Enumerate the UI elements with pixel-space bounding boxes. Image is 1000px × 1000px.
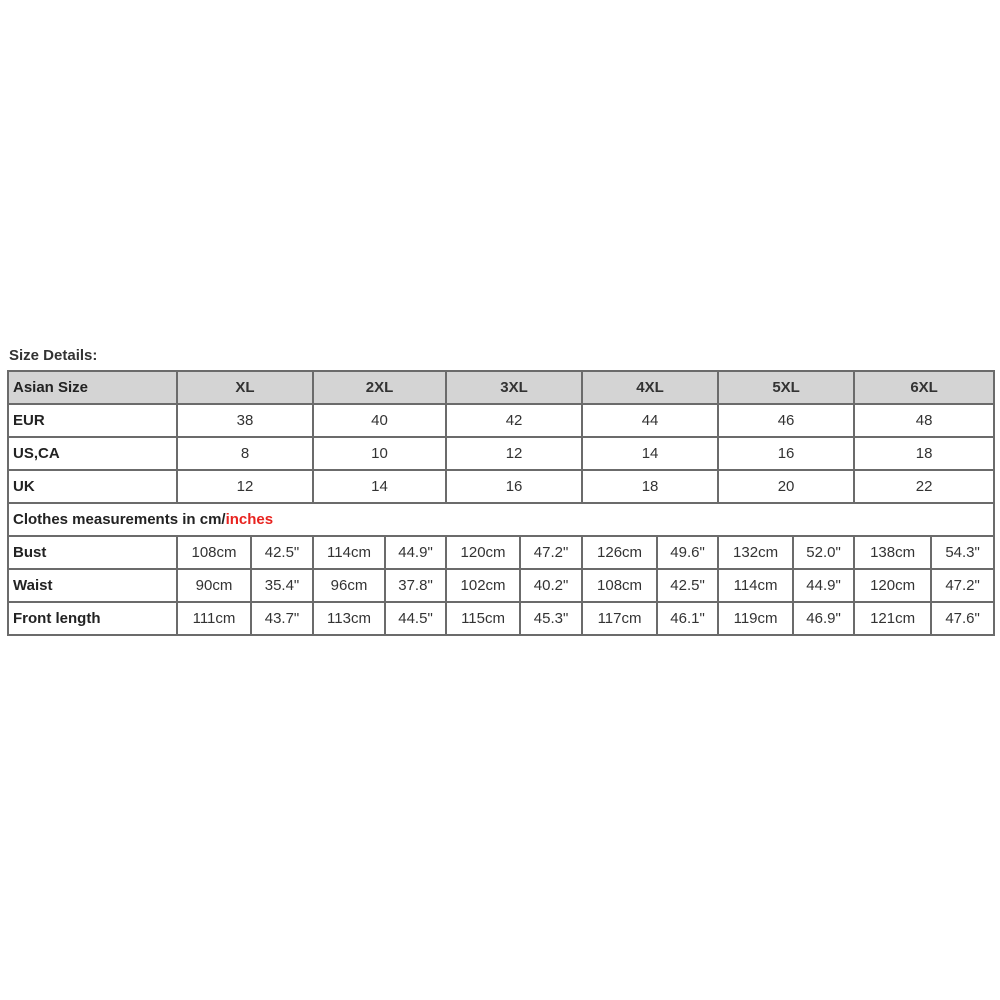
size-header-2xl: 2XL — [313, 371, 446, 404]
cm-cell: 114cm — [313, 536, 385, 569]
table-cell: 40 — [313, 404, 446, 437]
inch-cell: 44.9" — [385, 536, 446, 569]
inch-cell: 43.7" — [251, 602, 313, 635]
row-label: EUR — [8, 404, 177, 437]
table-cell: 10 — [313, 437, 446, 470]
size-header-xl: XL — [177, 371, 313, 404]
measurement-row — [8, 536, 994, 569]
cm-cell: 120cm — [854, 569, 931, 602]
inch-cell: 42.5" — [657, 569, 718, 602]
cm-cell: 90cm — [177, 569, 251, 602]
inch-cell: 44.5" — [385, 602, 446, 635]
inch-cell: 42.5" — [251, 536, 313, 569]
cm-cell: 132cm — [718, 536, 793, 569]
table-cell: 18 — [582, 470, 718, 503]
inch-cell: 40.2" — [520, 569, 582, 602]
section-row — [8, 503, 994, 536]
cm-cell: 138cm — [854, 536, 931, 569]
inch-cell: 46.9" — [793, 602, 854, 635]
size-header-3xl: 3XL — [446, 371, 582, 404]
conversion-row — [8, 437, 994, 470]
inch-cell: 47.6" — [931, 602, 994, 635]
row-label: UK — [8, 470, 177, 503]
inch-cell: 44.9" — [793, 569, 854, 602]
cm-cell: 111cm — [177, 602, 251, 635]
table-cell: 48 — [854, 404, 994, 437]
table-cell: 8 — [177, 437, 313, 470]
cm-cell: 114cm — [718, 569, 793, 602]
conversion-row — [8, 470, 994, 503]
conversion-row — [8, 404, 994, 437]
table-cell: 46 — [718, 404, 854, 437]
inch-cell: 35.4" — [251, 569, 313, 602]
table-cell: 42 — [446, 404, 582, 437]
size-header-4xl: 4XL — [582, 371, 718, 404]
table-cell: 16 — [718, 437, 854, 470]
table-cell: 22 — [854, 470, 994, 503]
section-highlight: inches — [225, 511, 274, 528]
row-label: Bust — [8, 536, 177, 569]
row-label: Front length — [8, 602, 177, 635]
cm-cell: 120cm — [446, 536, 520, 569]
table-cell: 38 — [177, 404, 313, 437]
measurement-row — [8, 602, 994, 635]
inch-cell: 52.0" — [793, 536, 854, 569]
header-label: Asian Size — [8, 371, 177, 404]
inch-cell: 46.1" — [657, 602, 718, 635]
size-header-6xl: 6XL — [854, 371, 994, 404]
section-text: Clothes measurements in cm/ — [13, 511, 226, 528]
row-label: Waist — [8, 569, 177, 602]
table-cell: 12 — [177, 470, 313, 503]
cm-cell: 117cm — [582, 602, 657, 635]
inch-cell: 45.3" — [520, 602, 582, 635]
table-cell: 14 — [582, 437, 718, 470]
size-table — [7, 370, 995, 636]
table-cell: 14 — [313, 470, 446, 503]
cm-cell: 115cm — [446, 602, 520, 635]
measurement-row — [8, 569, 994, 602]
size-details-title: Size Details: — [9, 347, 98, 364]
cm-cell: 108cm — [177, 536, 251, 569]
cm-cell: 119cm — [718, 602, 793, 635]
row-label: US,CA — [8, 437, 177, 470]
table-cell: 16 — [446, 470, 582, 503]
table-cell: 18 — [854, 437, 994, 470]
inch-cell: 47.2" — [520, 536, 582, 569]
size-header-5xl: 5XL — [718, 371, 854, 404]
cm-cell: 126cm — [582, 536, 657, 569]
cm-cell: 96cm — [313, 569, 385, 602]
inch-cell: 49.6" — [657, 536, 718, 569]
inch-cell: 54.3" — [931, 536, 994, 569]
table-cell: 12 — [446, 437, 582, 470]
measurements-section-label — [8, 503, 994, 536]
inch-cell: 47.2" — [931, 569, 994, 602]
header-row — [8, 371, 994, 404]
table-cell: 44 — [582, 404, 718, 437]
cm-cell: 121cm — [854, 602, 931, 635]
table-cell: 20 — [718, 470, 854, 503]
cm-cell: 113cm — [313, 602, 385, 635]
inch-cell: 37.8" — [385, 569, 446, 602]
cm-cell: 102cm — [446, 569, 520, 602]
cm-cell: 108cm — [582, 569, 657, 602]
